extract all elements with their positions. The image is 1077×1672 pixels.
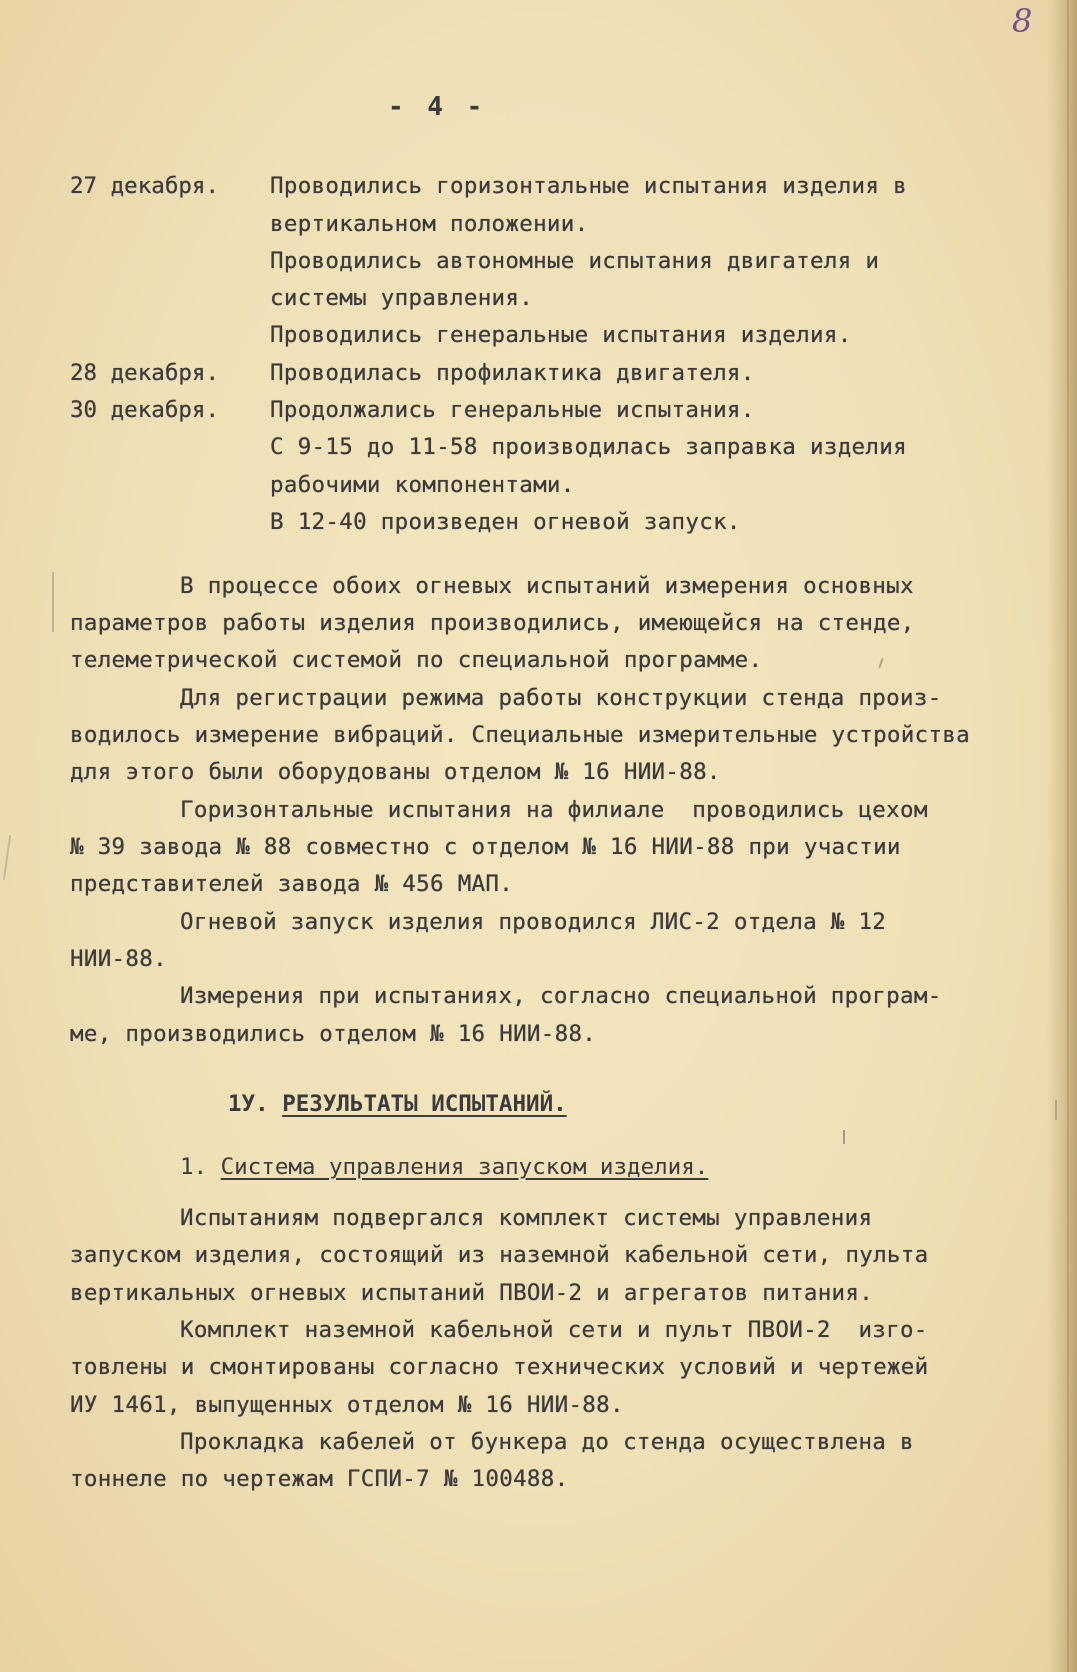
log-date: 30 декабря.	[70, 397, 220, 423]
folio-number: 8	[1012, 2, 1033, 40]
log-date: 27 декабря.	[70, 173, 220, 199]
subsection-number: 1.	[180, 1154, 208, 1180]
section-paragraph-line: Испытаниям подвергался комплект системы управления	[180, 1205, 873, 1231]
log-date: 28 декабря.	[70, 360, 220, 386]
log-line: рабочими компонентами.	[270, 472, 575, 498]
paragraph-line: НИИ-88.	[70, 946, 167, 972]
stray-mark	[843, 1130, 845, 1144]
paragraph-line: для этого были оборудованы отделом № 16 НИИ-88.	[70, 759, 721, 785]
section-paragraph-line: ИУ 1461, выпущенных отделом № 16 НИИ-88.	[70, 1392, 624, 1418]
paragraph-line: телеметрической системой по специальной программе.	[70, 647, 763, 673]
section-paragraph-line: Комплект наземной кабельной сети и пульт ПВОИ-2 изго-	[180, 1317, 928, 1343]
paragraph-line: Для регистрации режима работы конструкции стенда произ-	[180, 685, 942, 711]
paragraph-line: Измерения при испытаниях, согласно специальной програм-	[180, 983, 942, 1009]
paragraph-line: водилось измерение вибраций. Специальные измерительные устройства	[70, 722, 970, 748]
section-number: 1У.	[228, 1091, 269, 1117]
section-heading	[228, 1090, 567, 1118]
log-line: Продолжались генеральные испытания.	[270, 397, 755, 423]
log-line: С 9-15 до 11-58 производилась заправка изделия	[270, 434, 907, 460]
paragraph-line: параметров работы изделия производились, имеющейся на стенде,	[70, 610, 915, 636]
paragraph-line: представителей завода № 456 МАП.	[70, 871, 514, 897]
section-paragraph-line: тоннеле по чертежам ГСПИ-7 № 100488.	[70, 1466, 569, 1492]
section-paragraph-line: вертикальных огневых испытаний ПВОИ-2 и агрегатов питания.	[70, 1280, 874, 1306]
paragraph-line: ме, производились отделом № 16 НИИ-88.	[70, 1021, 597, 1047]
page-edge-shadow	[1047, 0, 1077, 1672]
subsection-title: Система управления запуском изделия.	[220, 1154, 709, 1180]
section-paragraph-line: Прокладка кабелей от бункера до стенда осуществлена в	[180, 1429, 914, 1455]
page-edge-line	[1067, 0, 1069, 1672]
paragraph-line: № 39 завода № 88 совместно с отделом № 16 НИИ-88 при участии	[70, 834, 901, 860]
stray-mark	[878, 658, 883, 668]
log-line: системы управления.	[270, 285, 534, 311]
section-paragraph-line: запуском изделия, состоящий из наземной кабельной сети, пульта	[70, 1242, 929, 1268]
page-number: - 4 -	[388, 92, 487, 122]
paragraph-line: Огневой запуск изделия проводился ЛИС-2 отдела № 12	[180, 909, 887, 935]
paragraph-line: Горизонтальные испытания на филиале проводились цехом	[180, 797, 928, 823]
section-paragraph-line: товлены и смонтированы согласно технических условий и чертежей	[70, 1354, 929, 1380]
log-line: Проводилась профилактика двигателя.	[270, 360, 755, 386]
paragraph-line: В процессе обоих огневых испытаний измерения основных	[180, 573, 914, 599]
log-line: В 12-40 произведен огневой запуск.	[270, 509, 741, 535]
log-line: Проводились автономные испытания двигателя и	[270, 248, 880, 274]
log-line: вертикальном положении.	[270, 211, 589, 237]
margin-mark	[52, 572, 54, 632]
subsection-heading	[180, 1153, 708, 1181]
margin-mark	[3, 835, 11, 880]
log-line: Проводились горизонтальные испытания изделия в	[270, 173, 907, 199]
section-title: РЕЗУЛЬТАТЫ ИСПЫТАНИЙ.	[282, 1091, 567, 1117]
log-line: Проводились генеральные испытания изделия.	[270, 322, 852, 348]
stray-mark	[1055, 1100, 1057, 1120]
